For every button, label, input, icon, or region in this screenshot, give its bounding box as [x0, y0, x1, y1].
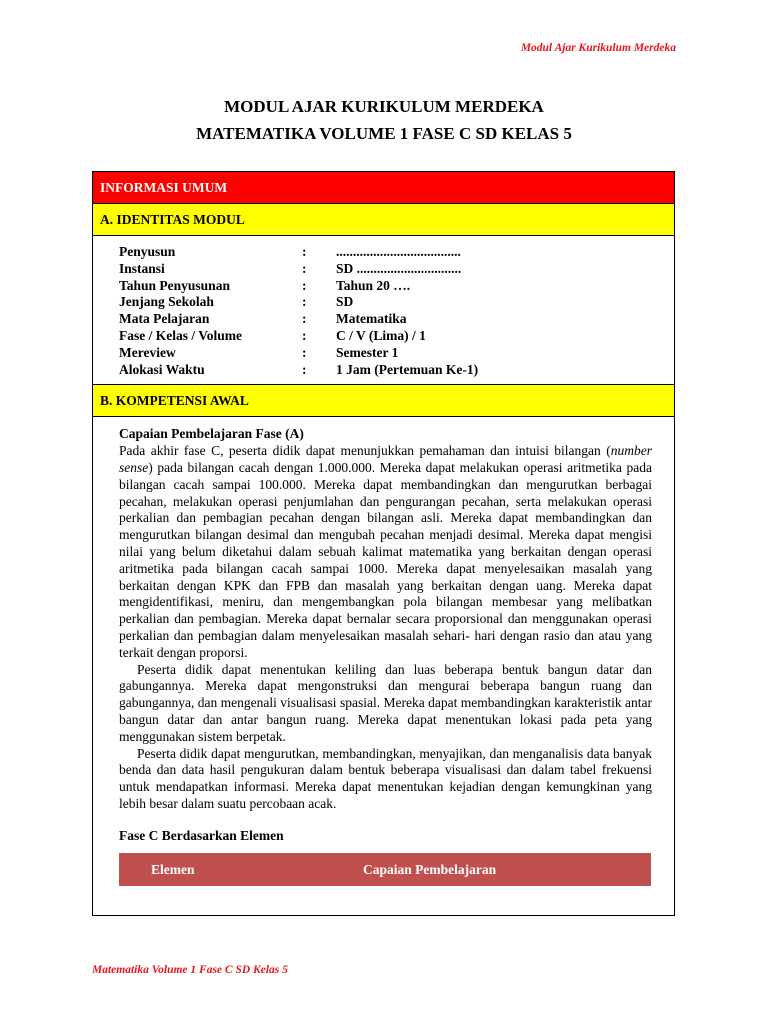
identity-value: Tahun 20 …. [336, 277, 411, 293]
identity-value: ..................................... [336, 244, 461, 259]
identity-value: Matematika [336, 311, 407, 327]
identity-colon: : [302, 244, 307, 259]
element-heading: Fase C Berdasarkan Elemen [119, 827, 284, 843]
identity-colon: : [302, 344, 307, 360]
footer-note: Matematika Volume 1 Fase C SD Kelas 5 [92, 964, 288, 976]
identity-label: Mereview [119, 344, 176, 360]
identity-row [119, 244, 674, 261]
identity-label: Mata Pelajaran [119, 311, 210, 327]
table-header-element: Elemen [151, 861, 195, 877]
learning-outcome-paragraph-3: Peserta didik dapat mengurutkan, membandingkan, menyajikan, dan menganalisis data banyak benda dan data hasil pengukuran dalam bentuk beberapa visualisasi dan dalam tabel frekuensi untuk mendapatkan informasi. Mereka dapat menentukan kejadian dengan kemungkinan yang lebih besar dalam suatu percobaan acak. [119, 745, 652, 811]
competency-body [93, 417, 674, 885]
identity-row [119, 311, 674, 328]
identity-colon: : [302, 294, 307, 310]
table-header-outcome: Capaian Pembelajaran [363, 861, 497, 877]
title-line-1: MODUL AJAR KURIKULUM MERDEKA [224, 97, 544, 116]
identity-row [119, 345, 674, 362]
identity-colon: : [302, 327, 307, 343]
identity-row [119, 294, 674, 311]
identity-list [93, 236, 674, 385]
identity-value: 1 Jam (Pertemuan Ke-1) [336, 361, 479, 377]
identity-label: Fase / Kelas / Volume [119, 327, 243, 343]
section-general-info: INFORMASI UMUM [93, 172, 674, 204]
element-table-header [119, 853, 651, 886]
identity-colon: : [302, 361, 307, 377]
identity-colon: : [302, 277, 307, 293]
identity-row [119, 261, 674, 278]
number-sense-term: number sense [119, 443, 652, 475]
learning-outcome-paragraph-1 [119, 443, 652, 661]
identity-label: Alokasi Waktu [119, 361, 205, 377]
identity-value: SD [336, 294, 354, 310]
identity-label: Penyusun [119, 244, 176, 259]
identity-colon: : [302, 260, 307, 276]
identity-value: Semester 1 [336, 344, 399, 360]
info-frame [92, 171, 675, 916]
section-a-identity: A. IDENTITAS MODUL [93, 204, 674, 236]
para1-rest: ) pada bilangan cacah dengan 1.000.000. Mereka dapat melakukan operasi aritmetika pada bilangan cacah sampai 100.000. Mereka dapat membandingkan dan mengurutkan berbagai pecahan, melakukan operasi penjumlahan dan pengurangan pecahan, serta melakukan operasi perkalian dan pembagian pecahan dengan bilangan asli. Mereka dapat membandingkan dan mengurutkan bilangan desimal dan mengubah pecahan menjadi desimal. Mereka dapat mengisi nilai yang belum diketahui dalam sebuah kalimat matematika yang berkaitan dengan operasi aritmetika pada bilangan cacah sampai 1000. Mereka dapat menyelesaikan masalah yang berkaitan dengan KPK dan FPB dan masalah yang berkaitan dengan uang. Mereka dapat mengidentifikasi, meniru, dan mengembangkan pola bilangan membesar yang melibatkan perkalian dan pembagian. Mereka dapat bernalar secara proporsional dan menggunakan operasi perkalian dan pembagian dalam menyelesaikan masalah sehari- hari dengan rasio dan atau yang terkait dengan proporsi. [119, 459, 652, 660]
identity-row [119, 278, 674, 295]
identity-label: Instansi [119, 260, 165, 276]
identity-value: SD ............................... [336, 260, 462, 276]
para1-start: Pada akhir fase C, peserta didik dapat menunjukkan pemahaman dan intuisi bilangan ( [119, 443, 611, 459]
document-title [0, 93, 768, 147]
title-line-2: MATEMATIKA VOLUME 1 FASE C SD KELAS 5 [196, 124, 572, 143]
identity-label: Tahun Penyusunan [119, 277, 230, 293]
section-b-competency: B. KOMPETENSI AWAL [93, 385, 674, 417]
learning-outcome-heading: Capaian Pembelajaran Fase (A) [119, 426, 304, 442]
identity-value: C / V (Lima) / 1 [336, 327, 426, 343]
identity-label: Jenjang Sekolah [119, 294, 214, 310]
learning-outcome-paragraph-2: Peserta didik dapat menentukan keliling dan luas beberapa bentuk bangun datar dan gabungannya. Mereka dapat mengonstruksi dan mengurai beberapa bangun ruang dan gabungannya, dan mengenali visualisasi spasial. Mereka dapat membandingkan karakteristik antar bangun datar dan antar bangun ruang. Mereka dapat menentukan lokasi pada peta yang menggunakan sistem berpetak. [119, 661, 652, 744]
identity-row [119, 328, 674, 345]
identity-row [119, 362, 674, 379]
identity-colon: : [302, 311, 307, 327]
header-note: Modul Ajar Kurikulum Merdeka [520, 42, 676, 54]
